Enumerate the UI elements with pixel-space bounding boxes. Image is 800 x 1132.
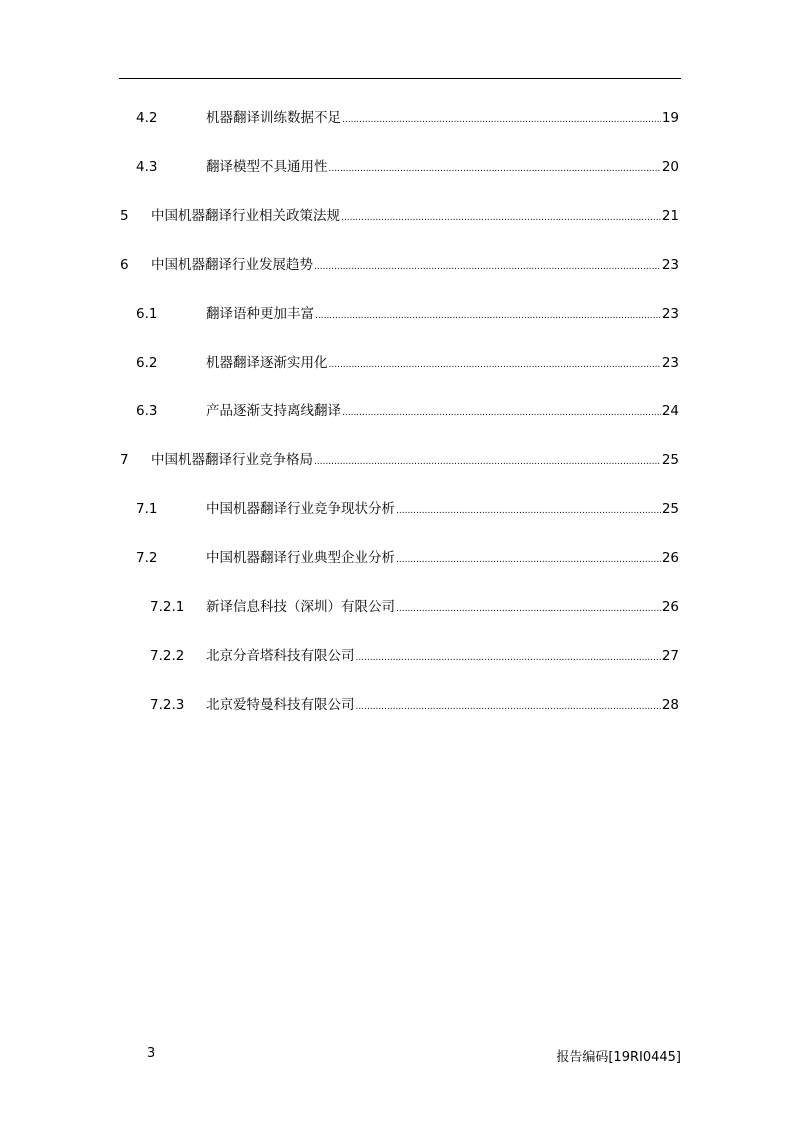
toc-dot-leader [356,646,661,668]
toc-entry-number: 7.1 [136,501,158,517]
toc-entry-title: 产品逐渐支持离线翻译 [206,403,341,419]
toc-entry[interactable] [0,548,800,568]
toc-entry-page: 23 [661,257,679,273]
toc-entry-title: 中国机器翻译行业竞争格局 [151,452,313,468]
toc-entry-page: 19 [661,110,679,126]
toc-entry-number: 7.2 [136,550,158,566]
toc-entry-title: 机器翻译逐渐实用化 [206,355,328,371]
toc-entry-number: 7.2.3 [150,697,185,713]
toc-dot-leader [342,108,661,130]
toc-entry[interactable] [0,450,800,470]
toc-entry-number: 4.3 [136,159,158,175]
toc-entry-page: 20 [661,159,679,175]
toc-entry-number: 4.2 [136,110,158,126]
toc-entry[interactable] [0,499,800,519]
toc-dot-leader [329,157,661,179]
toc-entry-page: 27 [661,648,679,664]
toc-dot-leader [314,255,661,277]
toc-entry-title: 翻译语种更加丰富 [206,306,314,322]
toc-entry[interactable] [0,206,800,226]
toc-entry-page: 24 [661,403,679,419]
toc-entry[interactable] [0,695,800,715]
toc-entry[interactable] [0,255,800,275]
toc-dot-leader [315,304,661,326]
toc-entry-number: 6.2 [136,355,158,371]
toc-entry-page: 26 [661,550,679,566]
toc-dot-leader [341,206,661,228]
toc-dot-leader [329,353,661,375]
toc-entry-page: 21 [661,208,679,224]
toc-entry-page: 25 [661,501,679,517]
toc-entry-number: 7.2.2 [150,648,185,664]
toc-entry-title: 北京分音塔科技有限公司 [206,648,355,664]
toc-entry-title: 北京爱特曼科技有限公司 [206,697,355,713]
toc-entry[interactable] [0,304,800,324]
toc-entry-number: 6 [120,257,129,273]
toc-entry-number: 6.1 [136,306,158,322]
toc-entry-page: 28 [661,697,679,713]
toc-entry-page: 26 [661,599,679,615]
toc-entry-title: 中国机器翻译行业发展趋势 [151,257,313,273]
toc-dot-leader [396,499,661,521]
toc-entry[interactable] [0,157,800,177]
toc-entry-number: 7.2.1 [150,599,185,615]
footer-report-code: 报告编码[19RI0445] [556,1050,681,1065]
toc-dot-leader [396,597,661,619]
toc-entry-number: 7 [120,452,129,468]
toc-entry-title: 机器翻译训练数据不足 [206,110,341,126]
toc-dot-leader [342,401,661,423]
toc-entry-title: 中国机器翻译行业相关政策法规 [151,208,340,224]
toc-entry-title: 中国机器翻译行业竞争现状分析 [206,501,395,517]
toc-entry-page: 23 [661,306,679,322]
toc-entry-number: 5 [120,208,129,224]
toc-entry[interactable] [0,108,800,128]
toc-entry[interactable] [0,646,800,666]
toc-entry-page: 25 [661,452,679,468]
toc-entry-page: 23 [661,355,679,371]
toc-entry[interactable] [0,401,800,421]
header-rule [119,78,681,79]
toc-entry-number: 6.3 [136,403,158,419]
toc-entry[interactable] [0,353,800,373]
toc-dot-leader [314,450,661,472]
toc-entry[interactable] [0,597,800,617]
footer-page-number: 3 [147,1046,156,1061]
toc-entry-title: 中国机器翻译行业典型企业分析 [206,550,395,566]
toc-entry-title: 新译信息科技（深圳）有限公司 [206,599,395,615]
toc-dot-leader [356,695,661,717]
toc-dot-leader [396,548,661,570]
toc-entry-title: 翻译模型不具通用性 [206,159,328,175]
